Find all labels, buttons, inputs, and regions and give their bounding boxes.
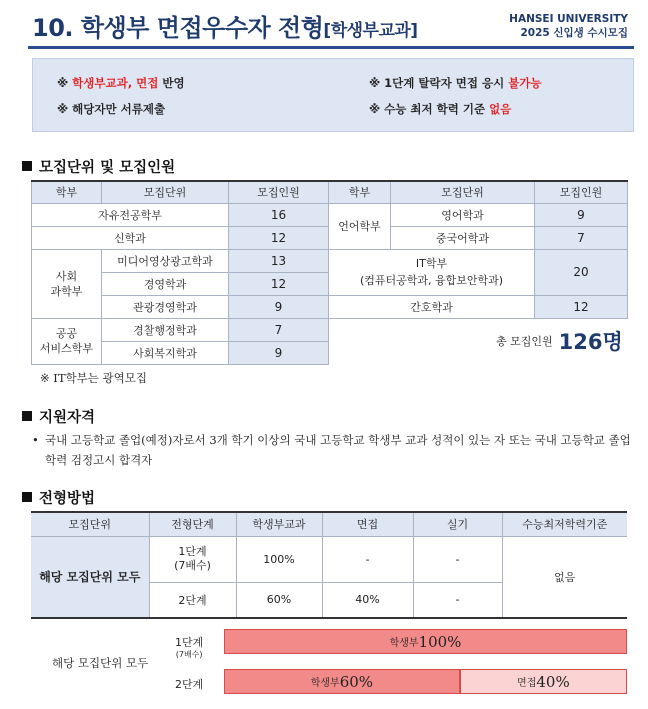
count-cell: 13: [229, 249, 329, 272]
practical-cell: -: [413, 536, 502, 582]
stage-cell: 1단계 (7배수): [149, 536, 236, 582]
it-faculty-name: IT학부: [415, 257, 448, 270]
bar-key: 학생부: [389, 638, 419, 649]
count-cell: 12: [229, 272, 329, 295]
square-bullet-icon: [22, 492, 32, 502]
col-header: 학부: [329, 181, 391, 203]
faculty-cell: 언어학부: [329, 203, 391, 249]
notice-text: ※: [57, 76, 73, 90]
unit-cell: 해당 모집단위 모두: [31, 536, 149, 618]
stage1-bar-track: [224, 629, 627, 654]
section-title-text: 지원자격: [39, 410, 96, 426]
stage1-label: [175, 634, 203, 659]
bar-value: 100%: [418, 632, 462, 651]
unit-cell: 미디어영상광고학과: [102, 249, 229, 272]
col-header: 모집단위: [391, 181, 535, 203]
university-name: HANSEI UNIVERSITY: [509, 13, 628, 25]
col-header: 면접: [322, 512, 413, 536]
notice-box: [32, 58, 634, 132]
unit-cell: 경영학과: [102, 272, 229, 295]
bar-value: 40%: [536, 672, 570, 691]
stage2-interview-bar: [460, 669, 627, 694]
unit-cell: 경찰행정학과: [102, 318, 229, 341]
record-cell: 60%: [236, 582, 322, 618]
count-cell: 12: [229, 226, 329, 249]
stage1-record-bar: [224, 629, 627, 654]
practical-cell: -: [413, 582, 502, 618]
stage2-record-bar: [224, 669, 460, 694]
faculty-cell: 공공 서비스학부: [32, 318, 102, 364]
col-header: 전형단계: [149, 512, 236, 536]
header-divider: [28, 46, 634, 49]
method-table: [31, 511, 627, 619]
notice-text: 반영: [158, 76, 185, 90]
table-header-row: [31, 512, 627, 536]
unit-cell: 신학과: [32, 226, 229, 249]
count-cell: 12: [535, 295, 628, 318]
stage2-label: 2단계: [175, 678, 204, 691]
unit-cell: 중국어학과: [391, 226, 535, 249]
stage-cell: 2단계: [149, 582, 236, 618]
notice-left-1: [57, 75, 185, 91]
col-header: 모집인원: [229, 181, 329, 203]
interview-cell: -: [322, 536, 413, 582]
notice-highlight: 불가능: [508, 76, 542, 90]
col-header: 학생부교과: [236, 512, 322, 536]
record-cell: 100%: [236, 536, 322, 582]
section-method-title: [22, 487, 95, 508]
bar-key: 학생부: [310, 678, 340, 689]
count-cell: 16: [229, 203, 329, 226]
notice-right-1: [369, 75, 542, 91]
notice-highlight: 없음: [489, 102, 512, 116]
unit-cell: 사회복지학과: [102, 341, 229, 364]
section-title-text: 전형방법: [39, 491, 96, 507]
admission-label: 2025 신입생 수시모집: [520, 27, 628, 39]
stage1-sub-text: (7배수): [175, 650, 203, 659]
stage2-bar-track: [224, 669, 627, 694]
notice-highlight: 학생부교과, 면접: [72, 76, 159, 90]
it-faculty-cell: [329, 249, 535, 295]
total-label: 총 모집인원: [496, 335, 553, 348]
interview-cell: 40%: [322, 582, 413, 618]
col-header: 모집인원: [535, 181, 628, 203]
count-cell: 9: [229, 295, 329, 318]
bar-value: 60%: [339, 672, 374, 691]
bars-unit-label: 해당 모집단위 모두: [52, 656, 149, 670]
col-header: 수능최저학력기준: [502, 512, 627, 536]
table-row: [32, 203, 628, 226]
notice-text: ※ 1단계 탈락자 면접 응시: [369, 76, 509, 90]
unit-cell: 영어학과: [391, 203, 535, 226]
col-header: 모집단위: [102, 181, 229, 203]
square-bullet-icon: [22, 411, 32, 421]
square-bullet-icon: [22, 161, 32, 171]
col-header: 실기: [413, 512, 502, 536]
stage1-label-text: 1단계: [175, 636, 204, 649]
col-header: 학부: [32, 181, 102, 203]
section-qualification-title: [22, 406, 95, 427]
count-cell: 9: [535, 203, 628, 226]
section-recruit-title: [22, 156, 175, 177]
it-note: ※ IT학부는 광역모집: [40, 371, 147, 385]
bar-key: 면접: [517, 678, 537, 689]
table-row: [32, 249, 628, 272]
bullet-icon: •: [32, 433, 39, 447]
total-recruit: [496, 326, 623, 356]
notice-left-2: ※ 해당자만 서류제출: [57, 102, 166, 116]
notice-text: ※ 수능 최저 학력 기준: [369, 102, 490, 116]
table-row: [31, 536, 627, 582]
count-cell: 9: [229, 341, 329, 364]
unit-cell: 관광경영학과: [102, 295, 229, 318]
minimum-cell: 없음: [502, 536, 627, 618]
count-cell: 20: [535, 249, 628, 295]
title-sub: [학생부교과]: [323, 21, 418, 41]
title-main: 10. 학생부 면접우수자 전형: [32, 14, 324, 42]
faculty-cell: 사회 과학부: [32, 249, 102, 318]
unit-cell: 자유전공학부: [32, 203, 229, 226]
qualification-text-block: [32, 430, 632, 470]
table-row: [32, 295, 628, 318]
total-value: 126명: [558, 330, 623, 354]
count-cell: 7: [535, 226, 628, 249]
notice-right-2: [369, 101, 511, 117]
university-block: [509, 12, 628, 40]
it-faculty-detail: (컴퓨터공학과, 융합보안학과): [359, 274, 504, 287]
table-header-row: [32, 181, 628, 203]
count-cell: 7: [229, 318, 329, 341]
page-header: [28, 6, 628, 48]
section-title-text: 모집단위 및 모집인원: [39, 160, 176, 176]
page-title: [32, 8, 418, 43]
qualification-text: 국내 고등학교 졸업(예정)자로서 3개 학기 이상의 국내 고등학교 학생부 교과 성적이 있는 자 또는 국내 고등학교 졸업학력 검정고시 합격자: [45, 433, 631, 467]
col-header: 모집단위: [31, 512, 149, 536]
unit-cell: 간호학과: [329, 295, 535, 318]
